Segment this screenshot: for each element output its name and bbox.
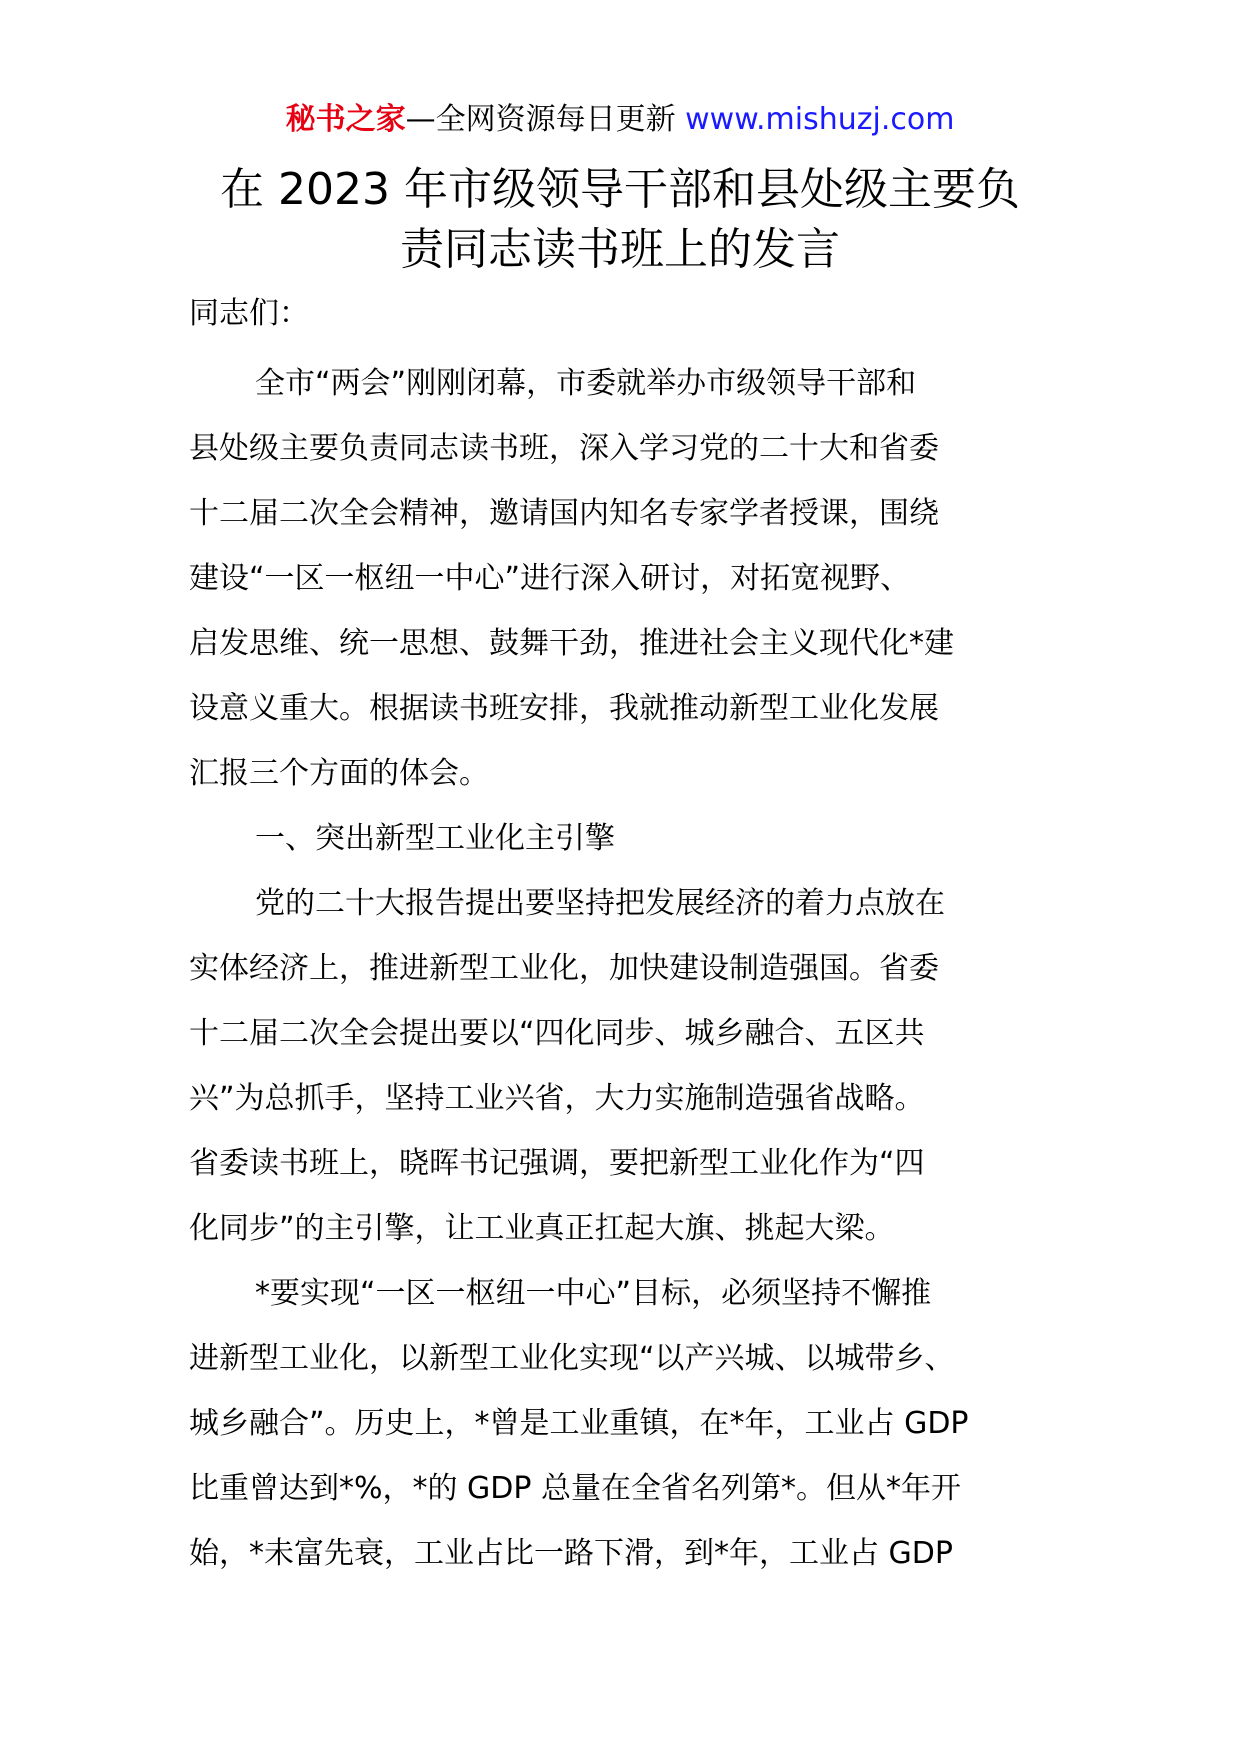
title-line-2: 责同志读书班上的发言 xyxy=(400,224,840,275)
body-text-line: *要实现“一区一枢纽一中心”目标，必须坚持不懈推 xyxy=(255,1276,932,1311)
body-text-line: 城乡融合”。历史上，*曾是工业重镇，在*年，工业占 GDP xyxy=(189,1406,969,1441)
body-text-line: 启发思维、统一思想、鼓舞干劲，推进社会主义现代化*建 xyxy=(189,626,954,661)
site-watermark-header xyxy=(0,98,1240,142)
body-text-line: 实体经济上，推进新型工业化，加快建设制造强国。省委 xyxy=(189,951,939,986)
body-text-line: 比重曾达到*%，*的 GDP 总量在全省名列第*。但从*年开 xyxy=(189,1471,962,1506)
watermark-tagline: —全网资源每日更新 xyxy=(405,102,686,137)
title-line-1: 在 2023 年市级领导干部和县处级主要负 xyxy=(220,164,1020,215)
document-body xyxy=(189,362,1069,1597)
body-text-line: 全市“两会”刚刚闭幕，市委就举办市级领导干部和 xyxy=(255,366,917,401)
body-text-line: 十二届二次全会提出要以“四化同步、城乡融合、五区共 xyxy=(189,1016,925,1051)
body-text-line: 设意义重大。根据读书班安排，我就推动新型工业化发展 xyxy=(189,691,939,726)
watermark-brand: 秘书之家 xyxy=(285,102,406,137)
body-text-line: 化同步”的主引擎，让工业真正扛起大旗、挑起大梁。 xyxy=(189,1211,895,1246)
body-text-line: 一、突出新型工业化主引擎 xyxy=(255,821,615,856)
body-text-line: 建设“一区一枢纽一中心”进行深入研讨，对拓宽视野、 xyxy=(189,561,911,596)
body-text-line: 兴”为总抓手，坚持工业兴省，大力实施制造强省战略。 xyxy=(189,1081,925,1116)
body-text-line: 进新型工业化，以新型工业化实现“以产兴城、以城带乡、 xyxy=(189,1341,955,1376)
body-text-line: 十二届二次全会精神，邀请国内知名专家学者授课，围绕 xyxy=(189,496,939,531)
body-text-line: 始，*未富先衰，工业占比一路下滑，到*年，工业占 GDP xyxy=(189,1536,953,1571)
body-text-line: 党的二十大报告提出要坚持把发展经济的着力点放在 xyxy=(255,886,945,921)
watermark-url[interactable]: www.mishuzj.com xyxy=(685,102,955,137)
document-title xyxy=(150,160,1090,280)
body-text-line: 县处级主要负责同志读书班，深入学习党的二十大和省委 xyxy=(189,431,939,466)
body-text-line: 汇报三个方面的体会。 xyxy=(189,756,489,791)
greeting: 同志们： xyxy=(189,296,309,331)
body-text-line: 省委读书班上，晓晖书记强调，要把新型工业化作为“四 xyxy=(189,1146,925,1181)
